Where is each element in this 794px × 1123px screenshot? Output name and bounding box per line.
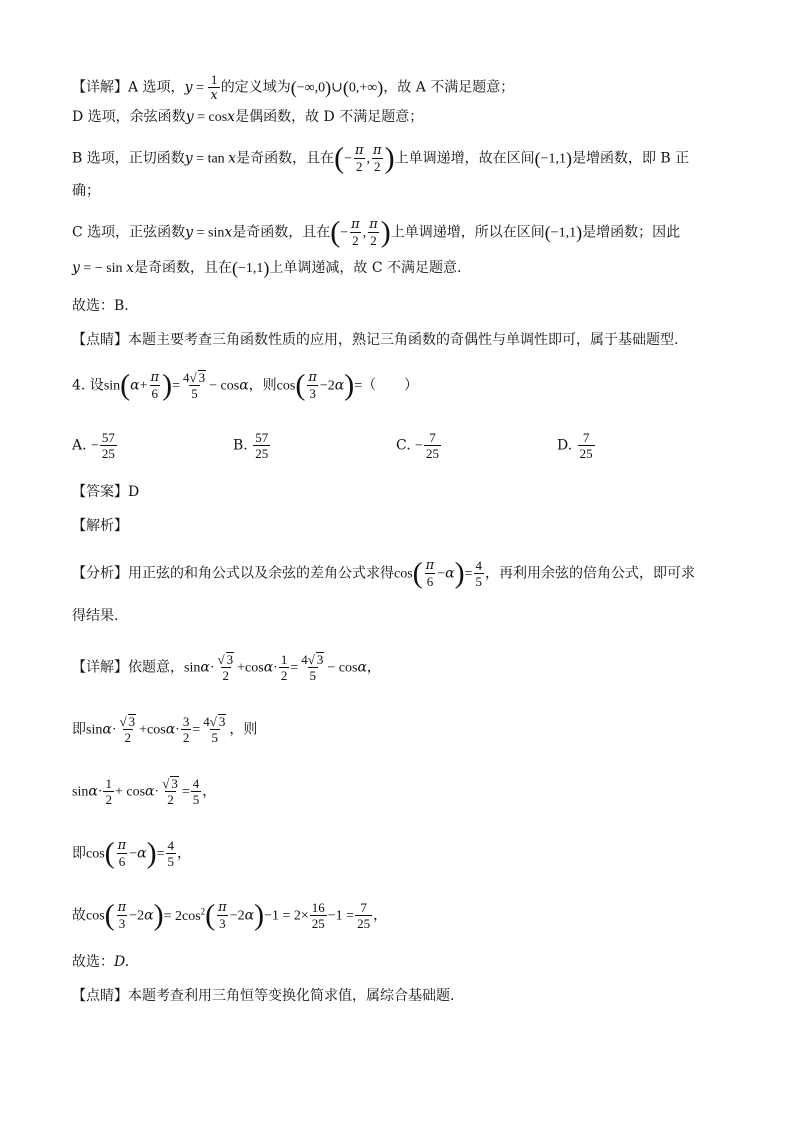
text: 即 — [72, 845, 86, 862]
detail-step-2: 即sinα· $\frac{√ 3}{2}$ +cosα· $\frac{3}{2}$ = $\frac{4√ 3}{5}$ ，则 — [72, 714, 258, 745]
text: ，则 — [248, 377, 277, 394]
question-4: 4. 设sin(α+ $\frac{\pi}{6}$ )= $\frac{4√ 3}{5}$ − cosα，则cos( $\frac{\pi}{3}$ −2α)=（ ） — [72, 368, 419, 402]
detail-line-a: 【详解】A 选项，y = $\frac{1}{x}$ 的定义域为(−∞,0)∪(0,+∞)，故 A 不满足题意； — [72, 72, 515, 103]
final-comment — [72, 986, 724, 1006]
detail-line-b: B 选项，正切函数y = tan x是奇函数，且在(− $\frac{\pi}{2}$ , $\frac{\pi}{2}$ )上单调递增，故在区间(−1,1)是增函数，即 B 正 — [72, 141, 690, 175]
fenxi-line-2 — [72, 606, 724, 626]
option-label: C. — [396, 437, 411, 454]
question-number: 4. 设 — [72, 377, 104, 394]
option-d — [557, 430, 596, 461]
option-c — [396, 430, 442, 461]
text: 是增函数，即 B 正 — [571, 150, 690, 167]
text: ，故 A 不满足题意； — [383, 79, 515, 96]
detail-line-b-cont — [72, 181, 724, 201]
text: B 选项，正切函数 — [72, 150, 185, 167]
option-numerator: 57 — [101, 430, 115, 445]
detail-step-1: 【详解】依题意，sinα· $\frac{√ 3}{2}$ +cosα· $\frac{1}{2}$ = $\frac{4√ 3}{5}$ − cosα， — [72, 652, 381, 683]
radical-icon: √ — [209, 714, 217, 729]
option-a — [72, 430, 118, 461]
radical-icon: √ — [162, 776, 170, 791]
option-label: D. — [557, 437, 573, 454]
option-sign: − — [91, 438, 99, 454]
option-label: B. — [233, 437, 248, 454]
detail-line-d: D 选项，余弦函数y = cosx是偶函数，故 D 不满足题意； — [72, 109, 424, 125]
text: ，再利用余弦的倍角公式，即可求 — [485, 565, 695, 582]
option-denominator: 25 — [255, 446, 269, 461]
text: ，则 — [229, 721, 258, 738]
text: 是偶函数，故 D 不满足题意； — [235, 109, 424, 125]
detail-step-3: sinα· $\frac{1}{2}$ + cosα· $\frac{√ 3}{2}$ = $\frac{4}{5}$ ， — [72, 776, 217, 807]
option-label: A. — [72, 437, 87, 454]
comment-line — [72, 330, 724, 350]
option-numerator: 7 — [429, 430, 436, 445]
option-b — [233, 430, 271, 461]
text: 【详解】A 选项， — [72, 79, 185, 96]
radical-icon: √ — [307, 652, 315, 667]
text: 得结果. — [72, 608, 119, 624]
text: 上单调递增，所以在区间 — [390, 224, 545, 241]
detail-step-5: 故cos( $\frac{\pi}{3}$ $-2\alpha)= 2\cos^2$( $\frac{\pi}{3}$ −2α)−1 = 2× $\frac{16}{25}$ −1 = $\frac{7}{25}$ ， — [72, 898, 388, 932]
text: 【点睛】本题主要考查三角函数性质的应用，熟记三角函数的奇偶性与单调性即可，属于基础题型. — [72, 332, 679, 348]
text: 故 — [72, 907, 86, 924]
radical-icon: √ — [217, 652, 225, 667]
option-denominator: 25 — [101, 446, 115, 461]
fenxi-line: 【分析】用正弦的和角公式以及余弦的差角公式求得cos( $\frac{\pi}{6}$ −α)= $\frac{4}{5}$ ，再利用余弦的倍角公式，即可求 — [72, 556, 695, 590]
text: 【点睛】本题考查利用三角恒等变换化简求值，属综合基础题. — [72, 988, 455, 1004]
text: 【解析】 — [72, 518, 128, 534]
text: D 选项，余弦函数 — [72, 109, 186, 125]
radical-icon: √ — [189, 370, 197, 385]
text: 是增函数；因此 — [582, 224, 681, 241]
math-inline: y — [184, 79, 193, 96]
option-denominator: 25 — [426, 446, 440, 461]
text: 【分析】用正弦的和角公式以及余弦的差角公式求得 — [72, 565, 394, 582]
text: 即 — [72, 721, 86, 738]
text: 是奇函数，且在 — [133, 260, 232, 276]
choice-line — [72, 296, 724, 316]
option-denominator: 25 — [579, 446, 593, 461]
detail-line-c-cont: y = − sin x是奇函数，且在(−1,1)上单调递减，故 C 不满足题意. — [72, 258, 462, 278]
text: 是奇函数，且在 — [232, 224, 331, 241]
text: 确； — [72, 183, 100, 199]
answer-line — [72, 482, 724, 502]
text: （ ） — [362, 377, 419, 394]
text: C 选项，正弦函数 — [72, 224, 186, 241]
fraction: $\frac{1}{x}$ — [210, 72, 218, 103]
option-numerator: 7 — [582, 430, 590, 445]
answer: 【答案】D — [72, 484, 140, 500]
final-choice — [72, 952, 724, 972]
option-sign: − — [415, 438, 424, 454]
text: 上单调递减，故 C 不满足题意. — [269, 260, 462, 276]
detail-line-c: C 选项，正弦函数y = sinx是奇函数，且在(− $\frac{\pi}{2}$ , $\frac{\pi}{2}$ )上单调递增，所以在区间(−1,1)是增函数；因此 — [72, 215, 681, 249]
final-answer: D. — [114, 954, 130, 970]
text: 的定义域为 — [220, 79, 291, 96]
analysis-heading — [72, 516, 724, 536]
radical-icon: √ — [119, 714, 127, 729]
text: 是奇函数，且在 — [236, 150, 335, 167]
text: 故选：B. — [72, 298, 129, 314]
text: 故选： — [72, 954, 114, 970]
text: 【详解】依题意， — [72, 659, 184, 676]
detail-step-4: 即cos( $\frac{\pi}{6}$ −α)= $\frac{4}{5}$ ， — [72, 836, 191, 870]
text: 上单调递增，故在区间 — [394, 150, 535, 167]
option-numerator: 57 — [255, 430, 269, 445]
